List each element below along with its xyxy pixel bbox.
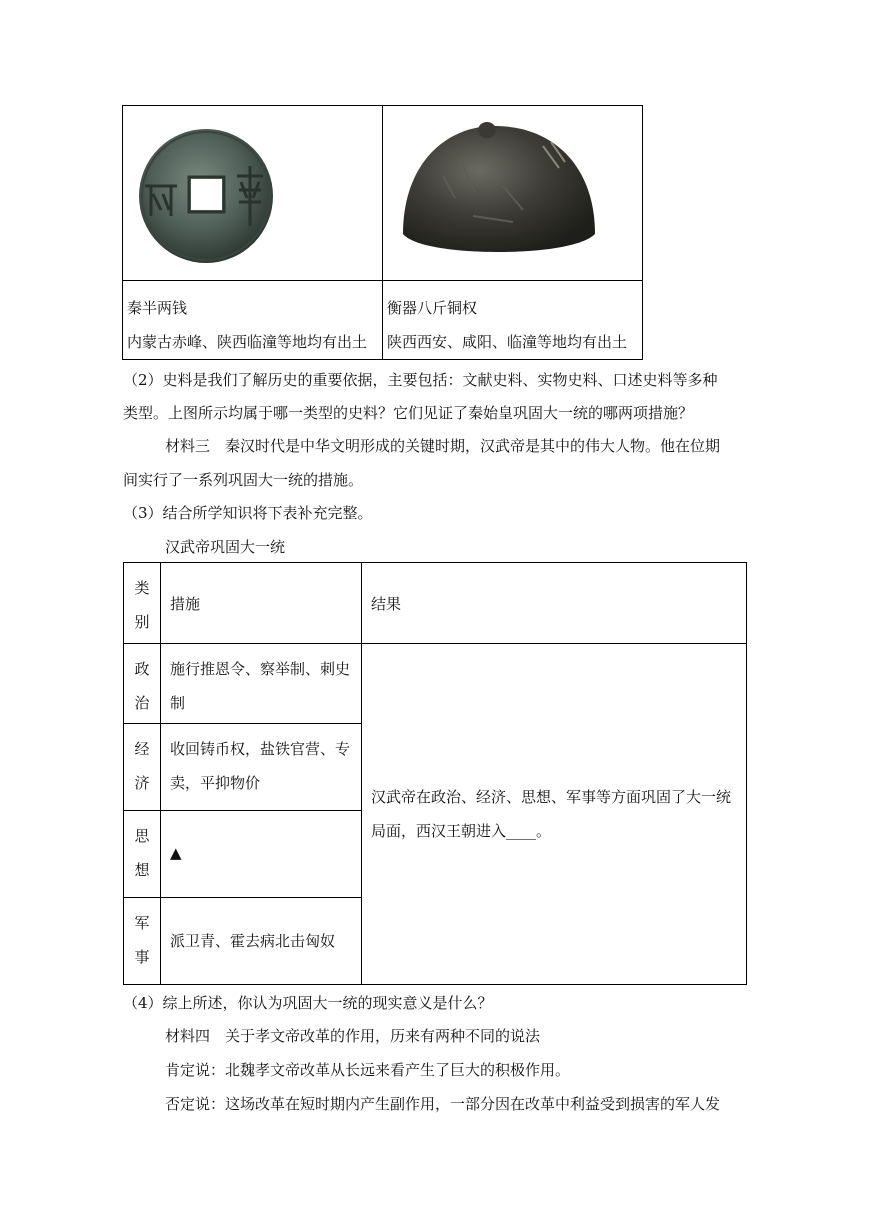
positive-view: 肯定说：北魏孝文帝改革从长远来看产生了巨大的积极作用。 xyxy=(165,1061,571,1079)
measure-cell: 派卫青、霍去病北击匈奴 xyxy=(161,898,362,985)
question-3: （3）结合所学知识将下表补充完整。 xyxy=(123,504,373,522)
artifact-location: 内蒙古赤峰、陕西临潼等地均有出土 xyxy=(127,333,368,351)
coin-image-cell xyxy=(123,106,383,281)
ban-liang-coin-image xyxy=(123,106,382,276)
question-2-line-2: 类型。上图所示均属于哪一类型的史料？它们见证了秦始皇巩固大一统的哪两项措施？ xyxy=(123,404,694,422)
table-header-row xyxy=(124,563,747,644)
artifact-table xyxy=(122,105,643,360)
han-wudi-table xyxy=(123,562,747,985)
weight-caption xyxy=(383,281,643,360)
material-4: 材料四 关于孝文帝改革的作用，历来有两种不同的说法 xyxy=(165,1027,541,1045)
table-caption: 汉武帝巩固大一统 xyxy=(165,538,286,556)
negative-view: 否定说：这场改革在短时期内产生副作用，一部分因在改革中利益受到损害的军人发 xyxy=(165,1095,721,1113)
header-result: 结果 xyxy=(362,563,747,644)
blank-triangle-marker: ▲ xyxy=(170,844,182,862)
question-4: （4）综上所述，你认为巩固大一统的现实意义是什么？ xyxy=(123,994,493,1012)
table-row xyxy=(124,644,747,724)
material-3-line-2: 间实行了一系列巩固大一统的措施。 xyxy=(123,471,364,489)
measure-cell: 收回铸币权，盐铁官营、专 卖，平抑物价 xyxy=(161,724,362,811)
coin-caption xyxy=(123,281,383,360)
header-category: 类 别 xyxy=(124,563,161,644)
artifact-name: 衡器八斤铜权 xyxy=(387,299,478,317)
header-measures: 措施 xyxy=(161,563,362,644)
artifact-location: 陕西西安、咸阳、临潼等地均有出土 xyxy=(387,333,628,351)
category-cell: 经 济 xyxy=(124,724,161,811)
bronze-weight-image xyxy=(383,106,643,276)
category-cell: 思 想 xyxy=(124,811,161,898)
weight-image-cell xyxy=(383,106,643,281)
category-cell: 军 事 xyxy=(124,898,161,985)
artifact-name: 秦半两钱 xyxy=(127,299,188,317)
measure-cell xyxy=(161,811,362,898)
question-2-line-1: （2）史料是我们了解历史的重要依据，主要包括：文献史料、实物史料、口述史料等多种 xyxy=(123,371,718,389)
measure-cell: 施行推恩令、察举制、刺史 制 xyxy=(161,644,362,724)
category-cell: 政 治 xyxy=(124,644,161,724)
material-3-line-1: 材料三 秦汉时代是中华文明形成的关键时期，汉武帝是其中的伟大人物。他在位期 xyxy=(165,437,721,455)
result-cell: 汉武帝在政治、经济、思想、军事等方面巩固了大一统 局面，西汉王朝进入____。 xyxy=(362,644,747,985)
